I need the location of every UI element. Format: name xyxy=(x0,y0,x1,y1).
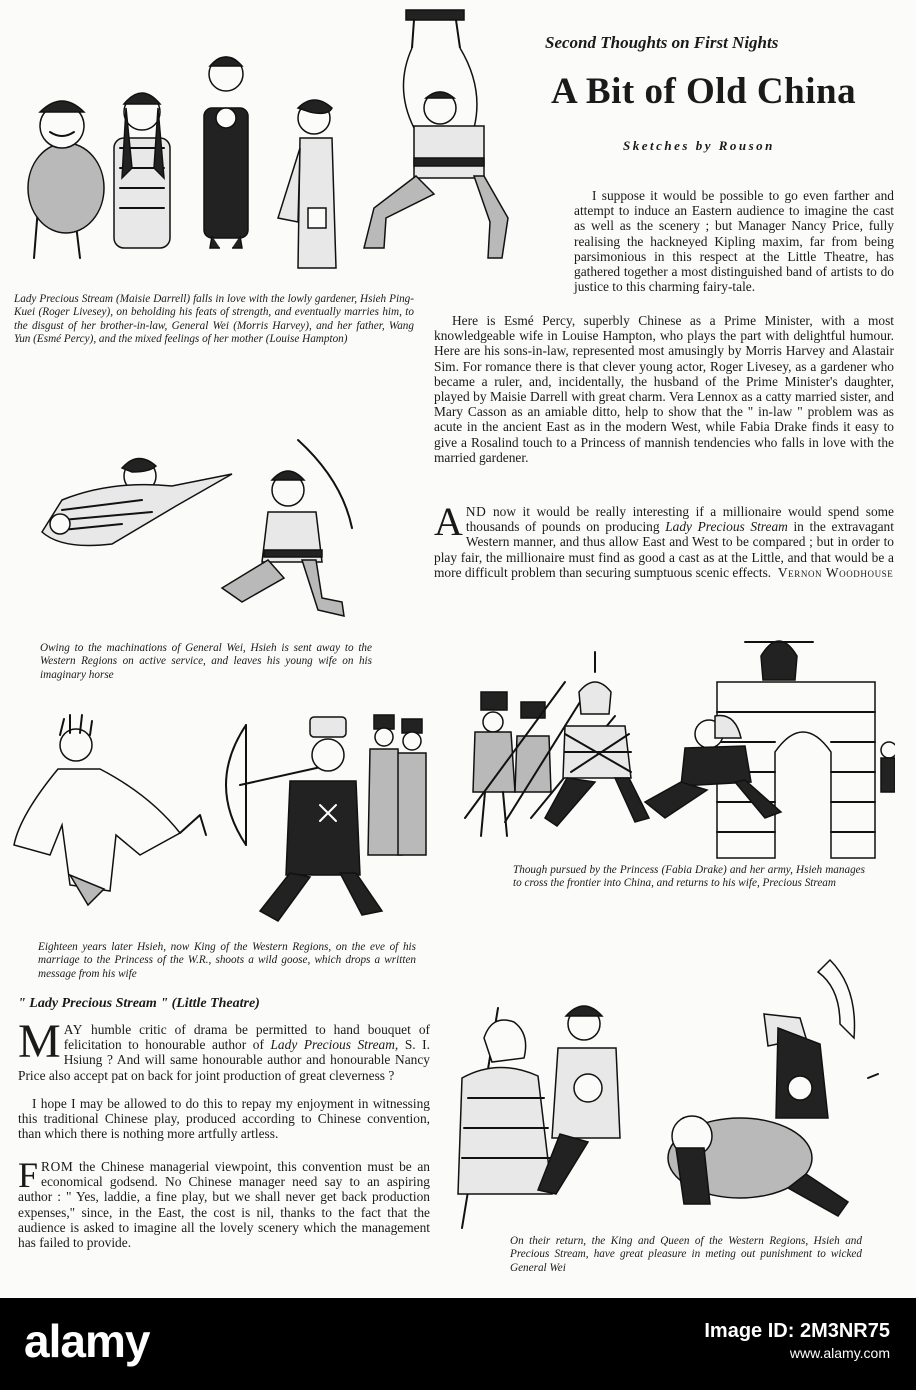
illustration-family-scene xyxy=(14,8,534,288)
article-kicker: Second Thoughts on First Nights xyxy=(545,33,779,52)
illustration-punishment-scene xyxy=(448,958,898,1230)
illustration-departure-scene xyxy=(22,420,402,635)
image-id: Image ID: 2M3NR75 xyxy=(704,1320,890,1342)
image-info xyxy=(704,1320,890,1364)
article-paragraph-2: Here is Esmé Percy, superbly Chinese as a Prime Minister, with a most knowledgeable wife in Louise Hampton, who plays the part with delightful humour. Here are his sons-in-law, represented most amusingly by Morris Harvey and Alastair Sim. For romance there is that clever young actor, Roger Livesey, as a gardener who became a ruler, and, incidentally, the husband of the Prime Minister's daughter, played by Maisie Darrell with great charm. Vera Lennox as a catty married sister, and Mary Casson as an amiable ditto, help to show that the " in-law " problem was as acute in the ancient East as in the modern West, while Fabia Drake finds it easy to give a Rosalind touch to a Princess of mannish tendencies who falls in love with the married gardener. xyxy=(434,313,894,465)
caption-1: Lady Precious Stream (Maisie Darrell) falls in love with the lowly gardener, Hsieh Ping-Kuei (Roger Livesey), on beholding his feats of strength, and eventually marries him, to the disgust of her brother-in-law, General Wei (Morris Harvey), and her father, Wang Yun (Esmé Percy), and the mixed feelings of her mother (Louise Hampton) xyxy=(14,293,414,346)
alamy-logo: alamy xyxy=(24,1315,150,1367)
caption-5: On their return, the King and Queen of the Western Regions, Hsieh and Precious Stream, have great pleasure in meting out punishment to wicked General Wei xyxy=(510,1235,862,1274)
site-url: www.alamy.com xyxy=(789,1345,890,1361)
article-title: A Bit of Old China xyxy=(551,71,857,112)
article-byline: Sketches by Rouson xyxy=(623,138,775,153)
review-paragraph-2: I hope I may be allowed to do this to repay my enjoyment in witnessing this traditional Chinese play, produced according to Chinese convention, than which there is nothing more artfully artless. xyxy=(18,1096,430,1142)
drop-cap: A xyxy=(434,499,463,544)
illustration-archer-scene xyxy=(10,705,430,933)
stock-footer-bar xyxy=(0,1298,916,1390)
review-paragraph-1: MAY humble critic of drama be permitted to hand bouquet of felicitation to honourable author of Lady Precious Stream, S. I. Hsiung ? And will same honourable author and honourable Nancy Price also accept pat on back for joint production of great cleverness ? xyxy=(18,1015,430,1083)
article-paragraph-3: AND now it would be really interesting if a millionaire would spend some thousands of pounds on producing Lady Precious Stream in the extravagant Western manner, and thus allow East and West to be compared ; but in order to play fair, the millionaire must find as good a cast as at the Little, and that would be a more difficult problem than securing sumptuous scenic effects. Vernon Woodhouse xyxy=(434,499,894,580)
illustration-frontier-chase xyxy=(445,622,895,860)
caption-3: Though pursued by the Princess (Fabia Drake) and her army, Hsieh manages to cross the frontier into China, and returns to his wife, Precious Stream xyxy=(513,864,865,890)
caption-2: Owing to the machinations of General Wei, Hsieh is sent away to the Western Regions on active service, and leaves his young wife on his imaginary horse xyxy=(40,642,372,681)
review-paragraph-3: FROM the Chinese managerial viewpoint, this convention must be an economical godsend. No Chinese manager need say to an aspiring author : " Yes, laddie, a fine play, but we shall never get back production expenses," since, in the East, the cost is nil, thanks to the fact that the audience is asked to imagine all the lovely scenery which the management has failed to provide. xyxy=(18,1155,430,1251)
drop-cap: F xyxy=(18,1155,39,1195)
review-heading: " Lady Precious Stream " (Little Theatre) xyxy=(18,996,260,1011)
article-paragraph-1: I suppose it would be possible to go even farther and attempt to induce an Eastern audience to imagine the cast as well as the scenery ; but Manager Nancy Price, fully realising the hackneyed Kipling maxim, far from being parsimonious in this respect at the Little Theatre, has gathered together a most distinguished band of artists to do justice to this charming fairy-tale. xyxy=(574,188,894,295)
signature: Vernon Woodhouse xyxy=(777,564,894,580)
caption-4: Eighteen years later Hsieh, now King of the Western Regions, on the eve of his marriage to the Princess of the W.R., shoots a wild goose, which drops a written message from his wife xyxy=(38,941,416,980)
drop-cap: M xyxy=(18,1015,61,1068)
